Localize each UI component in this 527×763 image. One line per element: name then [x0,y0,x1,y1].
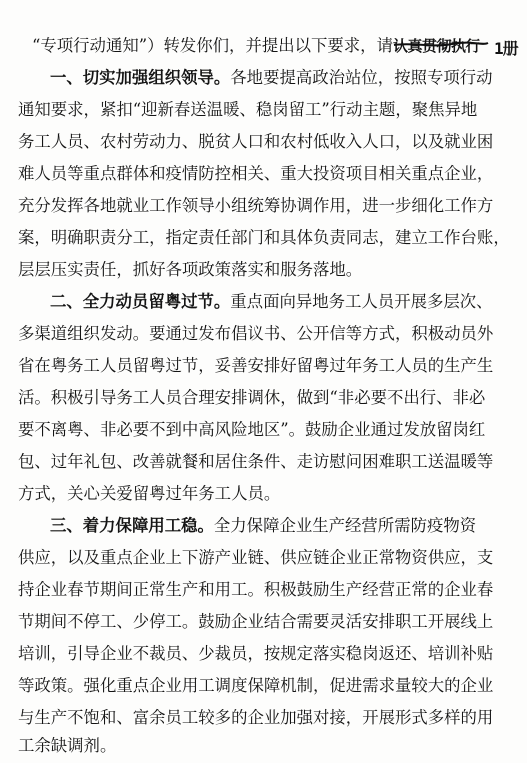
section-2-line-4: 活。积极引导务工人员合理安排调休，做到“非必要不出行、非必 [18,388,486,407]
opening-line [32,30,480,62]
section-2-line-7: 方式，关心关爱留粤过年务工人员。 [18,484,281,503]
section-1-line-5: 充分发挥各地就业工作领导小组统筹协调作用，进一步细化工作方 [18,196,494,215]
section-3-line-1 [50,510,476,542]
section-2-heading: 二、全力动员留粤过节。 [50,292,231,311]
section-3-line-2: 供应，以及重点企业上下游产业链、供应链企业正常物资供应，支 [18,548,494,567]
section-1-text: 各地要提高政治站位，按照专项行动 [230,68,493,87]
section-1-heading: 一、切实加强组织领导。 [50,68,231,87]
section-1-line-7: 层层压实责任，抓好各项政策落实和服务落地。 [18,260,363,279]
section-3-line-3: 持企业春节期间正常生产和用工。积极鼓励生产经营正常的企业春 [18,580,494,599]
section-1-line-4: 难人员等重点群体和疫情防控相关、重大投资项目相关重点企业， [18,164,494,183]
opening-text: “专项行动通知”）转发你们，并提出以下要求，请 [32,36,393,55]
section-1-line-6: 案，明确职责分工，指定责任部门和具体负责同志，建立工作台账， [18,228,510,247]
section-3-line-5: 培训，引导企业不裁员、少裁员，按规定落实稳岗返还、培训补贴 [18,644,494,663]
section-3-text: 全力保障企业生产经营所需防疫物资 [213,516,477,535]
section-3-line-8: 工余缺调剂。 [18,736,117,755]
section-2-line-2: 多渠道组织发动。要通过发布倡议书、公开信等方式，积极动员外 [18,324,494,343]
section-3-line-6: 等政策。强化重点企业用工调度保障机制，促进需求量较大的企业 [18,676,494,695]
section-2-line-6: 包、过年礼包、改善就餐和居住条件、走访慰问困难职工送温暖等 [18,452,494,471]
section-3-line-4: 节期间不停工、少停工。鼓励企业结合需要灵活安排职工开展线上 [18,612,494,631]
section-1-line-3: 务工人员、农村劳动力、脱贫人口和农村低收入人口，以及就业困 [18,132,494,151]
section-2-text: 重点面向异地务工人员开展多层次、 [230,292,493,311]
struck-handwritten-text: 认真贯彻执行 [392,37,480,55]
section-3-heading: 三、着力保障用工稳。 [50,516,214,535]
section-2-line-3: 省在粤务工人员留粤过节，妥善安排好留粤过年务工人员的生产生 [18,356,494,375]
section-1-line-1 [50,62,493,94]
section-2-line-5: 要不离粤、非必要不到中高风险地区”。鼓励企业通过发放留岗红 [18,420,486,439]
section-3-line-7: 与生产不饱和、富余员工较多的企业加强对接，开展形式多样的用 [18,708,494,727]
section-1-line-2: 通知要求，紧扣“迎新春送温暖、稳岗留工”行动主题，聚焦异地 [18,100,478,119]
section-2-line-1 [50,286,493,318]
page-mark: 1册 [494,39,518,58]
